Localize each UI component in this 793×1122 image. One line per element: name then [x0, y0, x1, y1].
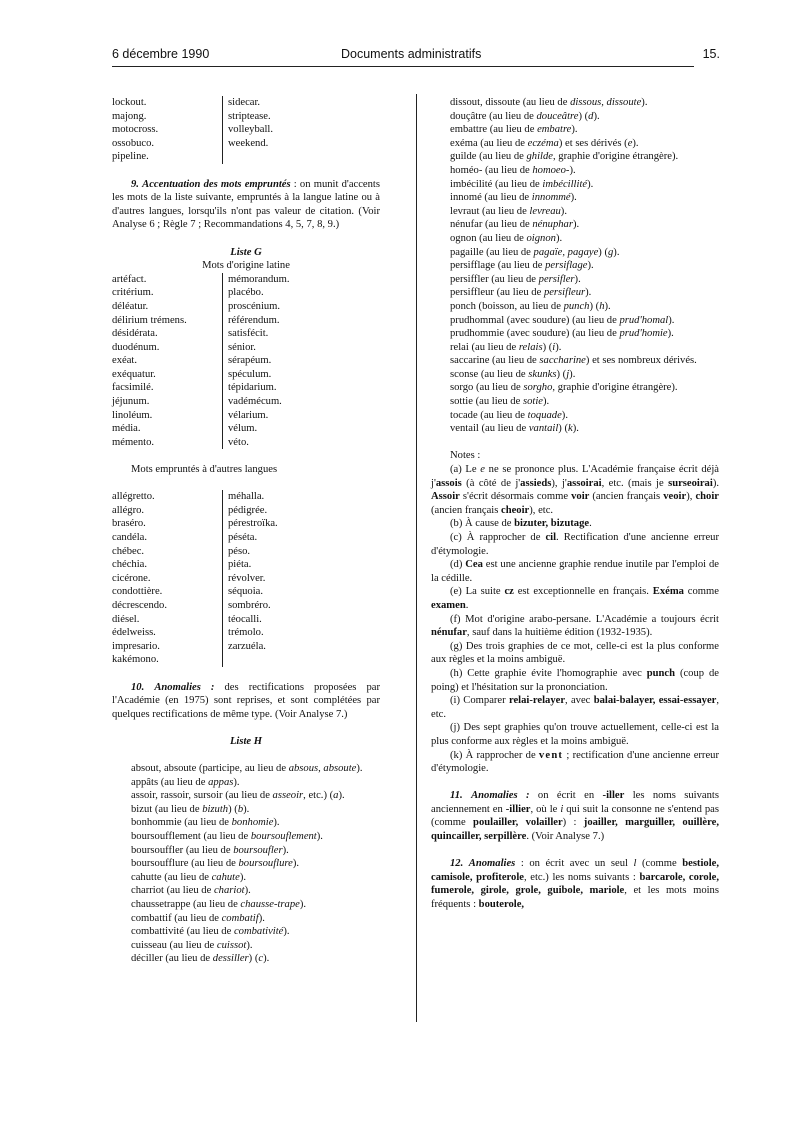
note-j: (j) Des sept graphies qu'on trouve actuellement, celle-ci est la plus conforme aux règles et la moins ambiguë.: [431, 722, 719, 747]
word-row: jéjunum. vadémécum.: [112, 395, 380, 409]
list-entry: combattivité (au lieu de combativité).: [131, 926, 290, 938]
list-entry: guilde (au lieu de ghilde, graphie d'origine étrangère).: [450, 151, 679, 163]
list-g-title: Liste G: [230, 246, 262, 258]
list-entry: bizut (au lieu de bizuth) (b).: [131, 803, 250, 815]
list-g-latin-title: Mots d'origine latine: [202, 260, 290, 272]
section-11: 11. Anomalies : on écrit en -iller les noms suivants anciennement en -illier, où le i qui suit la consonne ne s'entend pas (comme poulailler, volailler) : joailler, marguiller, ouillère, quincailler, serpillère. (Voir Analyse 7.): [431, 790, 719, 843]
list-entry: imbécilité (au lieu de imbécillité).: [450, 178, 594, 190]
list-entry: persiffler (au lieu de persifler).: [450, 273, 581, 285]
list-entry: charriot (au lieu de chariot).: [131, 885, 251, 897]
list-entry: nénufar (au lieu de nénuphar).: [450, 219, 580, 231]
word-row: kakémono.: [112, 653, 380, 667]
word-row: impresario. zarzuéla.: [112, 640, 380, 654]
word-row: allégretto. méhalla.: [112, 490, 380, 504]
list-entry: assoir, rassoir, sursoir (au lieu de asseoir, etc.) (a).: [131, 790, 345, 802]
word-row: chéchia. piéta.: [112, 558, 380, 572]
word-row: allégro. pédigrée.: [112, 504, 380, 518]
list-h-title: Liste H: [229, 735, 263, 747]
note-b: (b) À cause de bizuter, bizutage.: [450, 518, 592, 530]
note-e: (e) La suite cz est exceptionnelle en français. Exéma comme examen.: [431, 586, 719, 611]
note-a: (a) Le e ne se prononce plus. L'Académie française écrit déjà j'assois (à côté de j'assieds), j'assoirai, etc. (mais je surseoirai). Assoir s'écrit désormais comme voir (ancien français veoir), choir (ancien français cheoir), etc.: [431, 464, 719, 516]
list-f-end: [112, 96, 380, 164]
word-row: cicérone. révolver.: [112, 572, 380, 586]
word-row: déléatur. proscénium.: [112, 300, 380, 314]
list-entry: absout, absoute (participe, au lieu de absous, absoute).: [131, 763, 363, 775]
list-entry: embattre (au lieu de embatre).: [450, 124, 578, 136]
list-entry: sconse (au lieu de skunks) (j).: [450, 368, 576, 380]
section-12: 12. Anomalies : on écrit avec un seul l (comme bestiole, camisole, profiterole, etc.) les noms suivants : barcarole, corole, fumerole, girole, grole, guibole, mariole, et les mots moins fréquents : bouterole,: [431, 858, 719, 911]
header-date: 6 décembre 1990: [112, 47, 210, 61]
list-entry: persifflage (au lieu de persiflage).: [450, 260, 594, 272]
word-row: ossobuco. weekend.: [112, 137, 380, 151]
page-header: [112, 48, 720, 64]
word-row: pipeline.: [112, 150, 380, 164]
notes-title: Notes :: [450, 450, 481, 462]
list-entry: boursouffler (au lieu de boursoufler).: [131, 844, 289, 856]
word-row: facsimilé. tépidarium.: [112, 381, 380, 395]
note-i: (i) Comparer relai-relayer, avec balai-balayer, essai-essayer, etc.: [431, 695, 720, 720]
list-entry: relai (au lieu de relais) (i).: [450, 341, 562, 353]
word-row: média. vélum.: [112, 422, 380, 436]
list-entry: déciller (au lieu de dessiller) (c).: [131, 953, 270, 965]
note-c: (c) À rapprocher de cil. Rectification d'une ancienne erreur d'étymologie.: [431, 532, 719, 557]
word-row: mémento. véto.: [112, 436, 380, 450]
list-g-other: [112, 490, 380, 667]
word-row: linoléum. vélarium.: [112, 409, 380, 423]
list-entry: bonhommie (au lieu de bonhomie).: [131, 817, 280, 829]
note-k: (k) À rapprocher de vent ; rectification d'une ancienne erreur d'étymologie.: [431, 749, 719, 775]
list-entry: prudhommal (avec soudure) (au lieu de prud'homal).: [450, 314, 675, 326]
word-row: braséro. pérestroïka.: [112, 517, 380, 531]
header-title: Documents administratifs: [341, 47, 482, 61]
list-entry: chaussetrappe (au lieu de chausse-trape).: [131, 899, 307, 911]
note-d: (d) Cea est une ancienne graphie rendue inutile par l'emploi de la cédille.: [431, 559, 719, 584]
list-entry: boursoufflure (au lieu de boursouflure).: [131, 858, 300, 870]
right-column: [431, 96, 719, 912]
list-entry: douçâtre (au lieu de douceâtre) (d).: [450, 110, 600, 122]
list-h-continued: [431, 96, 719, 436]
list-entry: ognon (au lieu de oignon).: [450, 232, 563, 244]
list-g-latin: [112, 273, 380, 450]
section-9: 9. Accentuation des mots empruntés : on munit d'accents les mots de la liste suivante, empruntés à la langue latine ou à d'autres langues, lorsqu'ils n'ont pas valeur de citation. (Voir Analyse 6 ; Règle 7 ; Recommandations 4, 5, 7, 8, 9.): [112, 178, 380, 231]
list-entry: innomé (au lieu de innommé).: [450, 192, 577, 204]
word-row: critérium. placébo.: [112, 286, 380, 300]
header-rule: [112, 66, 694, 67]
list-entry: levraut (au lieu de levreau).: [450, 205, 567, 217]
word-row: motocross. volleyball.: [112, 123, 380, 137]
word-row: majong. striptease.: [112, 110, 380, 124]
word-row: duodénum. sénior.: [112, 341, 380, 355]
word-row: édelweiss. trémolo.: [112, 626, 380, 640]
word-row: désidérata. satisfécit.: [112, 327, 380, 341]
list-g-other-title: Mots empruntés à d'autres langues: [131, 464, 278, 476]
left-column: [112, 96, 380, 966]
list-entry: saccarine (au lieu de saccharine) et ses nombreux dérivés.: [450, 355, 697, 367]
list-entry: combattif (au lieu de combatif).: [131, 912, 265, 924]
list-entry: prudhommie (avec soudure) (au lieu de prud'homie).: [450, 328, 674, 340]
word-row: délirium trémens. référendum.: [112, 314, 380, 328]
word-row: chébec. péso.: [112, 545, 380, 559]
word-row: lockout. sidecar.: [112, 96, 380, 110]
note-f: (f) Mot d'origine arabo-persane. L'Académie a toujours écrit nénufar, sauf dans la huitième édition (1932-1935).: [431, 613, 719, 639]
list-entry: homéo- (au lieu de homoeo-).: [450, 164, 576, 176]
word-row: exéquatur. spéculum.: [112, 368, 380, 382]
list-entry: ponch (boisson, au lieu de punch) (h).: [450, 300, 611, 312]
word-row: artéfact. mémorandum.: [112, 273, 380, 287]
list-entry: cahutte (au lieu de cahute).: [131, 871, 247, 883]
note-g: (g) Des trois graphies de ce mot, celle-ci est la plus conforme aux règles et la moins ambiguë.: [431, 640, 719, 666]
list-entry: cuisseau (au lieu de cuissot).: [131, 939, 253, 951]
word-row: candéla. péséta.: [112, 531, 380, 545]
section-10: 10. Anomalies : des rectifications proposées par l'Académie (en 1975) sont reprises, et sont complétées par quelques rectifications de même type. (Voir Analyse 7.): [112, 681, 381, 720]
list-entry: exéma (au lieu de eczéma) et ses dérivés (e).: [450, 137, 639, 149]
list-h: [112, 762, 380, 966]
list-entry: boursoufflement (au lieu de boursouflement).: [131, 831, 323, 843]
word-row: exéat. sérapéum.: [112, 354, 380, 368]
note-h: (h) Cette graphie évite l'homographie avec punch (coup de poing) et l'hésitation sur la prononciation.: [431, 667, 719, 693]
word-row: condottière. séquoia.: [112, 585, 380, 599]
word-row: décrescendo. sombréro.: [112, 599, 380, 613]
list-entry: ventail (au lieu de vantail) (k).: [450, 423, 579, 435]
list-entry: sottie (au lieu de sotie).: [450, 396, 550, 408]
word-row: diésel. téocalli.: [112, 613, 380, 627]
list-entry: pagaille (au lieu de pagaïe, pagaye) (g).: [450, 246, 620, 258]
list-entry: sorgo (au lieu de sorgho, graphie d'origine étrangère).: [450, 382, 678, 394]
list-entry: dissout, dissoute (au lieu de dissous, dissoute).: [450, 97, 648, 108]
list-entry: appâts (au lieu de appas).: [131, 776, 240, 788]
list-entry: tocade (au lieu de toquade).: [450, 409, 568, 421]
column-divider: [416, 94, 417, 1022]
page-number: 15.: [702, 47, 720, 61]
list-entry: persiffleur (au lieu de persifleur).: [450, 287, 592, 299]
